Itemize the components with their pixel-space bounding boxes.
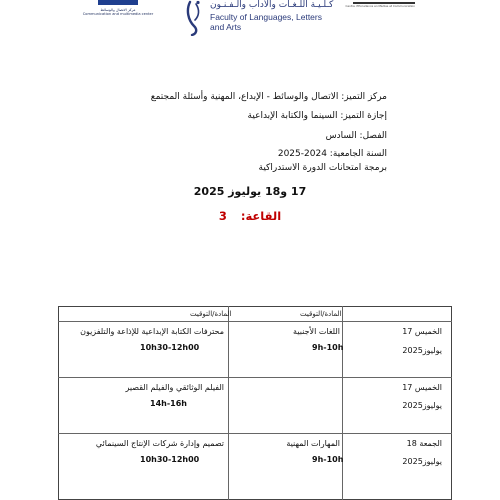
table-divider (58, 377, 452, 378)
table-divider (228, 306, 229, 500)
hall-number: 3 (218, 209, 227, 223)
license-title: إجازة التميز: السينما والكتابة الإبداعية (247, 111, 387, 121)
semester-title: الفصل: السادس (325, 131, 387, 141)
table-row-2-time-2: 14h-16h (150, 399, 187, 408)
table-row-3-subject-1: المهارات المهنية (286, 439, 340, 448)
table-row-1-day: الخميس 17 (402, 327, 442, 336)
table-row-3-month: يوليوز2025 (402, 457, 442, 466)
logo-mark (98, 0, 138, 5)
excellence-center-logo-text: Centre d'Excellence en Médias et Communication (345, 4, 415, 8)
table-row-3-time-2: 10h30-12h00 (140, 455, 200, 464)
table-row-2-month: يوليوز2025 (402, 401, 442, 410)
column-header-subject-time-2: المادة/التوقيت (190, 310, 232, 318)
table-row-1-subject-1: اللغات الأجنبية (293, 327, 340, 336)
faculty-logo (184, 0, 334, 40)
table-row-2-subject-2: الفيلم الوثائقي والفيلم القصير (125, 383, 224, 392)
faculty-emblem-icon (184, 0, 206, 36)
table-divider (342, 306, 343, 500)
communication-center-logo-text: مركز الاتصال والوسائط Communication and multimedia center (82, 8, 154, 17)
table-row-1-time-2: 10h30-12h00 (140, 343, 200, 352)
exam-program-title: برمجة امتحانات الدورة الاستدراكية (258, 163, 387, 173)
communication-center-logo (78, 0, 158, 20)
faculty-name-english: Faculty of Languages, Letters and Arts (210, 12, 322, 32)
hall-label (219, 209, 281, 223)
page-header (0, 0, 500, 40)
center-title: مركز التميز: الاتصال والوسائط - الإبداع، المهنية وأسئلة المجتمع (150, 92, 387, 102)
column-header-subject-time-1: المادة/التوقيت (300, 310, 342, 318)
table-row-2-day: الخميس 17 (402, 383, 442, 392)
exam-dates: 17 و18 يوليوز 2025 (193, 185, 307, 198)
excellence-center-logo (345, 0, 415, 10)
table-row-3-day: الجمعة 18 (406, 439, 442, 448)
table-row-1-month: يوليوز2025 (402, 346, 442, 355)
table-divider (58, 321, 452, 322)
hall-label-text: القاعة: (240, 209, 282, 223)
faculty-name-arabic: كـلـيـة اللـغـات والآداب والـفـنـون (210, 0, 334, 10)
table-row-1-time-1: 9h-10h (312, 343, 344, 352)
hall-line (0, 205, 500, 224)
academic-year: السنة الجامعية: 2024-2025 (277, 149, 387, 159)
table-row-3-subject-2: تصميم وإدارة شركات الإنتاج السينمائي (95, 439, 224, 448)
table-row-3-time-1: 9h-10h (312, 455, 344, 464)
table-row-1-subject-2: محترفات الكتابة الإبداعية للإذاعة والتلفزيون (80, 327, 224, 336)
table-divider (58, 433, 452, 434)
